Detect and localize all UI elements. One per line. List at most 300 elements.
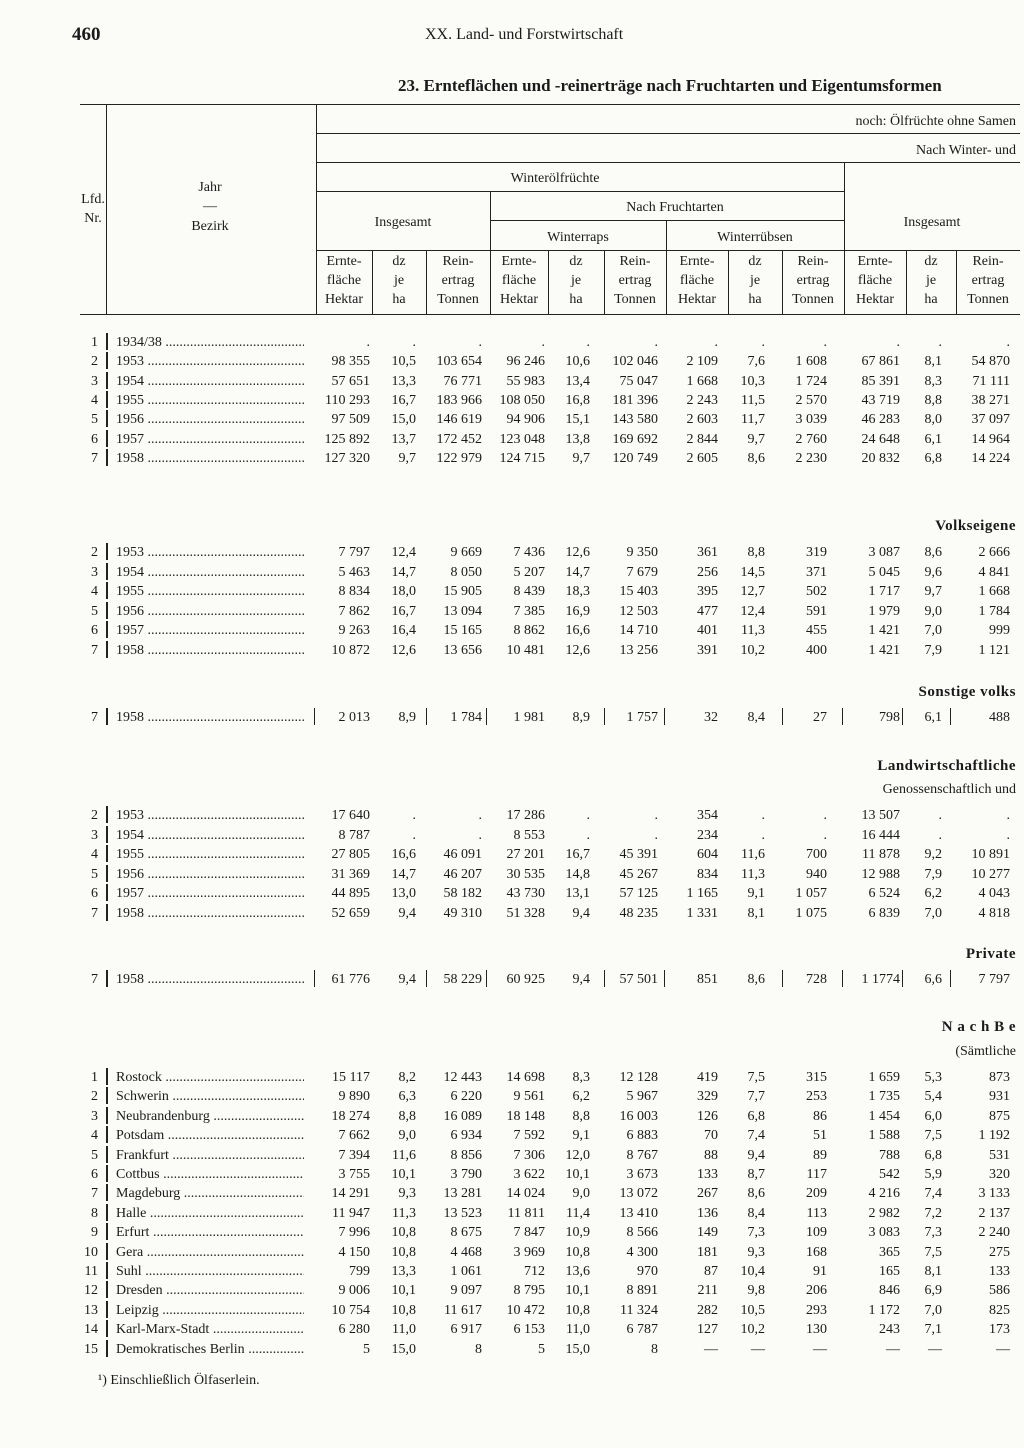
cell-value: 8,7 (747, 1167, 765, 1182)
cell-value: 1 668 (686, 373, 718, 389)
cell-value: — (704, 1341, 718, 1357)
cell-value: 9,3 (398, 1186, 416, 1202)
cell-value: 14,7 (391, 866, 416, 882)
cell-value: 10 481 (506, 642, 545, 658)
cell-value: 875 (989, 1108, 1010, 1124)
cell-value: 31 369 (331, 866, 370, 882)
caption-top: noch: Ölfrüchte ohne Samen (855, 114, 1016, 129)
cell-value: 8 891 (626, 1283, 658, 1299)
cell-value: 8 787 (338, 827, 370, 843)
row-separator (106, 543, 108, 560)
cell-value: 8,8 (747, 545, 765, 560)
row-number: 3 (91, 373, 98, 389)
column-subheading: ha (924, 292, 938, 307)
row-label: Suhl ..... (116, 1262, 304, 1281)
row-separator (106, 602, 108, 619)
cell-value: 1 717 (868, 584, 900, 599)
row-separator (106, 1320, 108, 1337)
cell-value: 9,4 (398, 905, 416, 921)
row-number: 11 (84, 1264, 98, 1279)
cell-value: 7 862 (338, 603, 370, 619)
row-separator (604, 970, 605, 987)
row-label: 1956 ..... (116, 865, 304, 884)
cell-value: 7 662 (338, 1128, 370, 1144)
cell-value: 11 878 (862, 847, 900, 862)
cell-value: 43 730 (506, 886, 545, 901)
cell-value: 14 964 (971, 431, 1010, 447)
cell-value: — (751, 1341, 765, 1357)
cell-value: 940 (806, 866, 827, 882)
cell-value: 117 (806, 1167, 827, 1182)
cell-value: 12,7 (740, 584, 765, 599)
cell-value: 256 (697, 564, 718, 580)
cell-value: 3 039 (795, 412, 827, 428)
cell-value: 1 172 (868, 1302, 900, 1318)
cell-value: 7 996 (338, 1225, 370, 1241)
cell-value: 6 839 (868, 905, 900, 921)
cell-value: 10,8 (565, 1244, 590, 1260)
cell-value: 16 089 (443, 1108, 482, 1124)
cell-value: 45 267 (619, 866, 658, 882)
table-row (0, 543, 1024, 562)
cell-value: 16,6 (565, 623, 590, 638)
cell-value: 400 (806, 642, 827, 658)
row-number: 5 (91, 866, 98, 882)
cell-value: 329 (697, 1089, 718, 1105)
cell-value: 2 570 (795, 392, 827, 408)
cell-value: 32 (704, 710, 718, 725)
cell-value: . (366, 335, 370, 350)
cell-value: 1 1774 (861, 972, 900, 987)
cell-value: 4 818 (978, 905, 1010, 921)
table-title: 23. Ernteflächen und -reinerträge nach Fruchtarten und Eigentumsformen (398, 76, 942, 95)
row-separator (106, 845, 108, 862)
row-number: 9 (91, 1225, 98, 1241)
column-subheading: fläche (857, 273, 893, 288)
cell-value: 8,4 (747, 1205, 765, 1221)
column-subheading: dz (392, 254, 406, 269)
cell-value: 9,4 (398, 972, 416, 987)
row-separator (664, 970, 665, 987)
cell-value: . (412, 335, 416, 350)
cell-value: 13 410 (619, 1205, 658, 1221)
cell-value: 173 (989, 1322, 1010, 1338)
row-number: 6 (91, 431, 98, 447)
cell-value: 7,7 (747, 1089, 765, 1105)
table-row (0, 970, 1024, 989)
cell-value: . (761, 335, 765, 350)
row-separator (106, 708, 108, 725)
cell-value: 2 982 (868, 1205, 900, 1221)
cell-value: 60 925 (506, 972, 545, 987)
cell-value: 10,8 (391, 1244, 416, 1260)
cell-value: 11 811 (507, 1205, 545, 1221)
section-title-lpg: Landwirtschaftliche (877, 758, 1016, 774)
winterraps-label: Winterraps (547, 230, 609, 245)
cell-value: 586 (989, 1283, 1010, 1299)
cell-value: 1 979 (868, 603, 900, 619)
cell-value: 3 969 (513, 1244, 545, 1260)
row-number: 3 (91, 827, 98, 843)
row-number: 10 (84, 1244, 98, 1260)
cell-value: 9,4 (572, 972, 590, 987)
row-separator (106, 1146, 108, 1163)
column-subheading: Hektar (855, 292, 895, 307)
row-label: Magdeburg ..... (116, 1184, 304, 1203)
cell-value: 9,4 (572, 905, 590, 921)
cell-value: 12 503 (619, 603, 658, 619)
table-row (0, 884, 1024, 903)
cell-value: 13 256 (619, 642, 658, 658)
cell-value: 13,4 (565, 373, 590, 389)
cell-value: 9,2 (924, 847, 942, 862)
cell-value: 9,7 (924, 584, 942, 599)
row-number: 6 (91, 886, 98, 901)
cell-value: 4 150 (338, 1244, 370, 1260)
row-label: Cottbus ..... (116, 1165, 304, 1184)
section-title-private: Private (965, 946, 1016, 962)
cell-value: 57 501 (619, 972, 658, 987)
row-separator (106, 1223, 108, 1240)
cell-value: 13 507 (861, 808, 900, 823)
cell-value: 10,5 (740, 1302, 765, 1318)
column-subheading: ha (392, 292, 406, 307)
cell-value: 17 640 (331, 808, 370, 823)
table-row (0, 1068, 1024, 1087)
cell-value: 10 872 (331, 642, 370, 658)
cell-value: 1 735 (868, 1089, 900, 1105)
cell-value: 8 439 (513, 584, 545, 599)
cell-value: 8 553 (513, 827, 545, 843)
row-label: 1934/38 ..... (116, 333, 304, 352)
cell-value: 7 306 (513, 1147, 545, 1163)
cell-value: 6,8 (747, 1108, 765, 1124)
cell-value: 16,7 (391, 392, 416, 408)
cell-value: . (654, 827, 658, 843)
cell-value: . (654, 808, 658, 823)
cell-value: 5 (363, 1341, 370, 1357)
table-row (0, 1243, 1024, 1262)
table-row (0, 641, 1024, 660)
cell-value: 8,6 (747, 450, 765, 466)
cell-value: 6,2 (572, 1089, 590, 1105)
column-subheading: Tonnen (967, 292, 1009, 307)
rule (316, 162, 1020, 163)
column-subheading: Rein- (619, 254, 651, 269)
cell-value: . (654, 335, 658, 350)
cell-value: 10 754 (331, 1302, 370, 1318)
cell-value: 6,8 (924, 450, 942, 466)
cell-value: 11,5 (741, 392, 765, 408)
cell-value: 11,3 (741, 866, 765, 882)
cell-value: 113 (806, 1205, 827, 1221)
cell-value: 15 117 (332, 1070, 370, 1085)
row-separator (106, 1301, 108, 1318)
table-row (0, 391, 1024, 410)
cell-value: 799 (349, 1264, 370, 1279)
cell-value: 123 048 (499, 431, 545, 447)
row-separator (106, 563, 108, 580)
column-subheading: ertrag (971, 273, 1005, 288)
cell-value: 7,9 (924, 642, 942, 658)
cell-value: 970 (637, 1264, 658, 1279)
cell-value: 9,3 (747, 1244, 765, 1260)
rule (316, 133, 1020, 134)
row-separator (106, 1126, 108, 1143)
row-number: 15 (84, 1341, 98, 1357)
column-subheading: Tonnen (792, 292, 834, 307)
row-number: 5 (91, 1147, 98, 1163)
cell-value: 712 (524, 1264, 545, 1279)
row-label: 1958 ..... (116, 641, 304, 660)
column-subheading: je (925, 273, 937, 288)
column-subheading: fläche (326, 273, 362, 288)
cell-value: 16 444 (861, 827, 900, 843)
row-separator (106, 884, 108, 901)
cell-value: 6,9 (924, 1283, 942, 1299)
table-row (0, 865, 1024, 884)
cell-value: 8 050 (450, 564, 482, 580)
cell-value: . (823, 827, 827, 843)
cell-value: 172 452 (436, 431, 482, 447)
cell-value: 149 (697, 1225, 718, 1241)
cell-value: 10,1 (391, 1167, 416, 1182)
cell-value: 275 (989, 1244, 1010, 1260)
cell-value: 6,2 (924, 886, 942, 901)
cell-value: 8,0 (924, 412, 942, 428)
cell-value: 10,8 (391, 1225, 416, 1241)
table-row (0, 1262, 1024, 1281)
cell-value: 315 (806, 1070, 827, 1085)
cell-value: 20 832 (861, 450, 900, 466)
cell-value: 15,0 (391, 1341, 416, 1357)
insgesamt-label: Insgesamt (374, 215, 432, 230)
rule (316, 191, 844, 192)
column-subheading: Hektar (677, 292, 717, 307)
cell-value: 2 137 (978, 1205, 1010, 1221)
row-label: 1958 ..... (116, 449, 304, 468)
table-row (0, 1204, 1024, 1223)
row-label: Dresden ..... (116, 1281, 304, 1300)
cell-value: 12 988 (861, 866, 900, 882)
cell-value: — (996, 1341, 1010, 1357)
cell-value: 1 454 (868, 1108, 900, 1124)
row-separator (106, 1262, 108, 1279)
cell-value: 12 128 (619, 1070, 658, 1085)
cell-value: 181 396 (612, 392, 658, 408)
cell-value: 11,7 (741, 412, 765, 428)
cell-value: 6 280 (338, 1322, 370, 1338)
cell-value: 8,8 (924, 392, 942, 408)
row-label: 1957 ..... (116, 884, 304, 903)
cell-value: 96 246 (506, 354, 545, 370)
cell-value: 10,4 (740, 1264, 765, 1279)
cell-value: 88 (704, 1147, 718, 1163)
cell-value: 8 767 (626, 1147, 658, 1163)
cell-value: 133 (697, 1167, 718, 1182)
cell-value: 7,4 (924, 1186, 942, 1202)
cell-value: 11,6 (392, 1147, 416, 1163)
column-subheading: Tonnen (614, 292, 656, 307)
row-number: 12 (84, 1283, 98, 1299)
row-number: 7 (91, 905, 98, 921)
cell-value: 1 421 (868, 623, 900, 638)
cell-value: 130 (806, 1322, 827, 1338)
row-separator (902, 708, 903, 725)
cell-value: 2 230 (795, 450, 827, 466)
cell-value: 10,6 (565, 354, 590, 370)
cell-value: 133 (989, 1264, 1010, 1279)
section-title-volkseigene: Volkseigene (935, 518, 1016, 534)
row-separator (106, 1087, 108, 1104)
row-number: 4 (91, 392, 98, 408)
cell-value: 13 281 (443, 1186, 482, 1202)
cell-value: 124 715 (499, 450, 545, 466)
row-number: 4 (91, 584, 98, 599)
table-row (0, 333, 1024, 352)
cell-value: 5 045 (868, 564, 900, 580)
cell-value: 11,4 (566, 1205, 590, 1221)
cell-value: 169 692 (612, 431, 658, 447)
cell-value: 3 133 (978, 1186, 1010, 1202)
table-row (0, 708, 1024, 727)
row-label: Leipzig ..... (116, 1301, 304, 1320)
cell-value: 2 013 (338, 710, 370, 725)
cell-value: 15 905 (443, 584, 482, 599)
cell-value: 14 224 (971, 450, 1010, 466)
cell-value: 7,5 (924, 1128, 942, 1144)
winteroel-label: Winterölfrüchte (510, 171, 600, 186)
cell-value: 122 979 (436, 450, 482, 466)
table-row (0, 1087, 1024, 1106)
bezirk-label: Bezirk (191, 219, 229, 234)
column-subheading: Ernte- (679, 254, 715, 269)
table-row (0, 1223, 1024, 1242)
cell-value: 6,1 (924, 710, 942, 725)
cell-value: 8,9 (398, 710, 416, 725)
row-separator (842, 708, 843, 725)
cell-value: 477 (697, 603, 718, 619)
row-separator (604, 708, 605, 725)
cell-value: 365 (879, 1244, 900, 1260)
cell-value: 4 468 (450, 1244, 482, 1260)
running-head: XX. Land- und Forstwirtschaft (425, 26, 624, 43)
cell-value: 6 153 (513, 1322, 545, 1338)
cell-value: 7,3 (747, 1225, 765, 1241)
cell-value: 44 895 (331, 886, 370, 901)
table-row (0, 1107, 1024, 1126)
cell-value: — (928, 1341, 942, 1357)
cell-value: . (938, 808, 942, 823)
cell-value: 45 391 (619, 847, 658, 862)
cell-value: 75 047 (619, 373, 658, 389)
row-label: 1958 ..... (116, 904, 304, 923)
cell-value: 143 580 (612, 412, 658, 428)
row-separator (106, 391, 108, 408)
cell-value: 98 355 (331, 354, 370, 370)
row-label: 1955 ..... (116, 391, 304, 410)
cell-value: 2 603 (686, 412, 718, 428)
row-number: 3 (91, 1108, 98, 1124)
row-number: 7 (91, 450, 98, 466)
cell-value: 728 (806, 972, 827, 987)
cell-value: 3 622 (513, 1167, 545, 1182)
winterruebsen-label: Winterrübsen (717, 230, 793, 245)
cell-value: 16,8 (565, 392, 590, 408)
row-label: Halle ..... (116, 1204, 304, 1223)
cell-value: 8,3 (924, 373, 942, 389)
cell-value: 6 220 (450, 1089, 482, 1105)
cell-value: . (586, 827, 590, 843)
cell-value: 798 (879, 710, 900, 725)
cell-value: 8,8 (572, 1108, 590, 1124)
row-separator (106, 1281, 108, 1298)
cell-value: 1 075 (795, 905, 827, 921)
cell-value: 9,0 (398, 1128, 416, 1144)
cell-value: 13 523 (443, 1205, 482, 1221)
cell-value: 14,7 (391, 564, 416, 580)
cell-value: 851 (697, 972, 718, 987)
cell-value: 89 (813, 1147, 827, 1163)
cell-value: 8 675 (450, 1225, 482, 1241)
cell-value: 502 (806, 584, 827, 599)
cell-value: 1 421 (868, 642, 900, 658)
table-row (0, 1281, 1024, 1300)
cell-value: 12,6 (391, 642, 416, 658)
cell-value: 110 293 (325, 392, 370, 408)
table-row (0, 372, 1024, 391)
cell-value: 27 (813, 710, 827, 725)
cell-value: 6 524 (868, 886, 900, 901)
cell-value: 7,1 (924, 1322, 942, 1338)
table-row (0, 582, 1024, 601)
row-label: 1955 ..... (116, 582, 304, 601)
cell-value: 604 (697, 847, 718, 862)
column-subheading: Ernte- (857, 254, 893, 269)
table-row (0, 449, 1024, 468)
rule (490, 220, 844, 221)
cell-value: . (478, 827, 482, 843)
cell-value: 18,3 (565, 584, 590, 599)
cell-value: 243 (879, 1322, 900, 1338)
cell-value: 14 024 (506, 1186, 545, 1202)
cell-value: 8,3 (572, 1070, 590, 1085)
cell-value: 67 861 (861, 354, 900, 370)
row-separator (106, 1107, 108, 1124)
row-separator (314, 708, 315, 725)
cell-value: 542 (879, 1167, 900, 1182)
row-separator (106, 1243, 108, 1260)
cell-value: 391 (697, 642, 718, 658)
table-row (0, 845, 1024, 864)
cell-value: 4 216 (868, 1186, 900, 1202)
cell-value: 136 (697, 1205, 718, 1221)
table-row (0, 904, 1024, 923)
row-number: 2 (91, 808, 98, 823)
footnote: ¹) Einschließlich Ölfaserlein. (98, 1373, 260, 1388)
cell-value: 9 669 (450, 545, 482, 560)
cell-value: 873 (989, 1070, 1010, 1085)
row-separator (106, 641, 108, 658)
row-separator (106, 865, 108, 882)
column-subheading: je (570, 273, 582, 288)
cell-value: 127 (697, 1322, 718, 1338)
cell-value: 14 710 (619, 623, 658, 638)
cell-value: 8 566 (626, 1225, 658, 1241)
column-subheading: Hektar (324, 292, 364, 307)
row-separator (106, 806, 108, 823)
cell-value: 13,6 (565, 1264, 590, 1279)
